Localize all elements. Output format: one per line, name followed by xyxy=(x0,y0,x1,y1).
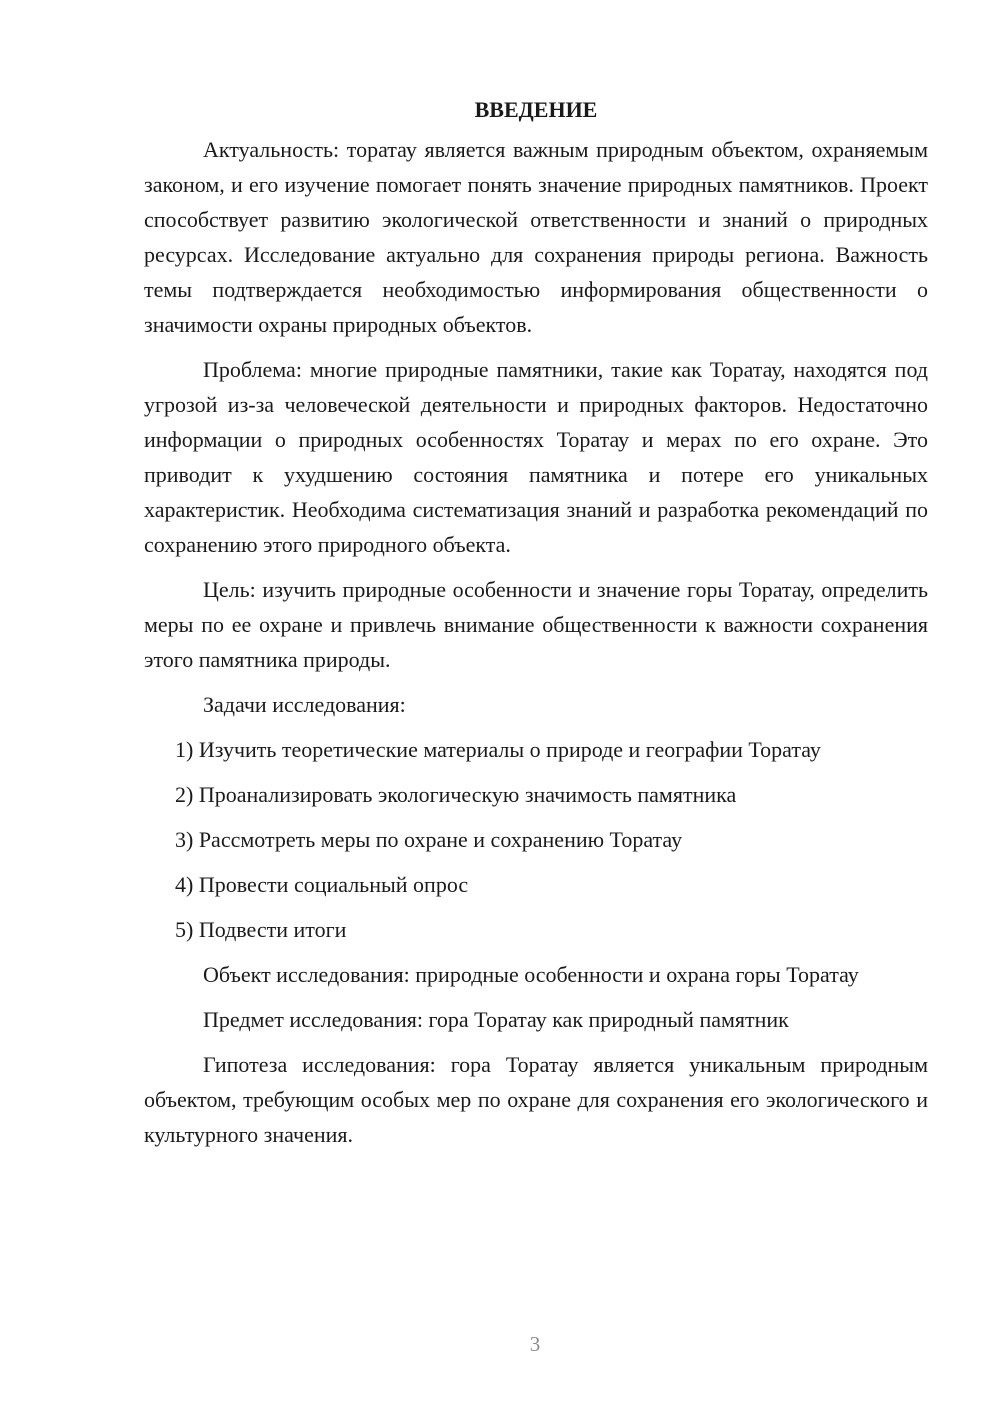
task-item: 1) Изучить теоретические материалы о природе и географии Торатау xyxy=(175,737,821,762)
goal-paragraph: Цель: изучить природные особенности и значение горы Торатау, определить меры по ее охране и привлечь внимание общественности к важности сохранения этого памятника природы. xyxy=(144,577,928,672)
task-item: 4) Провести социальный опрос xyxy=(175,872,469,897)
hypothesis-paragraph: Гипотеза исследования: гора Торатау является уникальным природным объектом, требующим особых мер по охране для сохранения его экологического и культурного значения. xyxy=(144,1052,928,1147)
page-content xyxy=(144,90,928,1162)
section-heading: ВВЕДЕНИЕ xyxy=(474,97,598,122)
subject-paragraph: Предмет исследования: гора Торатау как природный памятник xyxy=(203,1007,789,1032)
problem-paragraph: Проблема: многие природные памятники, такие как Торатау, находятся под угрозой из-за человеческой деятельности и природных факторов. Недостаточно информации о природных особенностях Торатау и мерах по его охране. Это приводит к ухудшению состояния памятника и потере его уникальных характеристик. Необходима систематизация знаний и разработка рекомендаций по сохранению этого природного объекта. xyxy=(144,357,928,557)
object-paragraph: Объект исследования: природные особенности и охрана горы Торатау xyxy=(203,962,859,987)
task-item: 2) Проанализировать экологическую значимость памятника xyxy=(175,782,737,807)
page-number: 3 xyxy=(529,1332,541,1356)
task-item: 5) Подвести итоги xyxy=(175,917,347,942)
task-item: 3) Рассмотреть меры по охране и сохранению Торатау xyxy=(175,827,683,852)
relevance-paragraph: Актуальность: торатау является важным природным объектом, охраняемым законом, и его изучение помогает понять значение природных памятников. Проект способствует развитию экологической ответственности и знаний о природных ресурсах. Исследование актуально для сохранения природы региона. Важность темы подтверждается необходимостью информирования общественности о значимости охраны природных объектов. xyxy=(144,137,928,337)
tasks-title: Задачи исследования: xyxy=(203,692,406,717)
tasks-list xyxy=(144,732,928,947)
